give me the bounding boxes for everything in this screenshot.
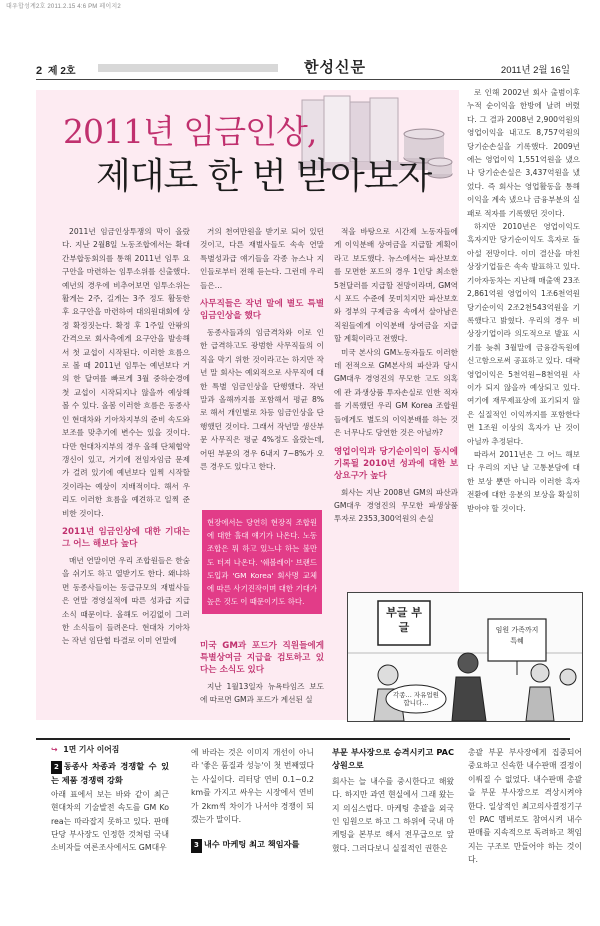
cartoon-speech-bubble: 각종... 자유업원 합니다... [393,691,439,707]
page-header [36,58,570,78]
paragraph: 지난 1월13일자 뉴욕타임즈 보도에 따르면 GM과 포드가 계선된 실 [200,682,324,705]
paragraph: 거의 천여만원을 받기로 되어 있던 것이고, 다른 재벌사들도 속속 연말 특별성과급 얘기들을 각종 뉴스나 지인들로부터 전해 듣는다. 그런데 우리들은… [200,227,324,290]
paragraph: 하지만 2010년은 영업이익도 흑자지만 당기순이익도 흑자로 돌아설 전망이다. 이미 결산을 마친 상장기업들은 속속 발표하고 있다. 기아자동차는 지난해 매출액 23조 2,861억원 영업이익 1조6천억원 당기순이익 2조2천543억원을 기록했다고 밝혔다. 우리의 경우 비상장기업이라 의도적으로 발표 시기를 늦춰 3월말에 금융감독원에 신고함으로써 공표하고 있다. 대략 영업이익은 5천억원~8천억원 사이가 되지 않을까 예상되고 있다. 여기에 재무제표상에 표기되지 않은 실질적인 이익까지를 포함한다면 1조원 이상의 흑자가 난 것이 아닐까 추정된다. [467,222,580,446]
paragraph: 적을 바탕으로 시간제 노동자들에게 이익분배 상여금을 지급할 계획이라고 보도했다. 뉴스에서는 파산보호를 모면한 포드의 경우 1인당 최소한 5천달러를 지급할 전망이라며, GM역시 포드 수준에 못미치지만 파산보호와 정부의 구제금융 속에서 살아남은 직원들에게 이익분배 상여금을 지급할 계획이라고 전했다. [334,227,458,344]
page-number-block [36,62,76,77]
subheading: 미국 GM과 포드가 직원들에게 특별상여금 지급을 검토하고 있다는 소식도 있다 [200,641,324,675]
headline-line-2: 제대로 한 번 받아보자 [96,156,432,197]
cartoon-sign-left: 부글 부글 [386,606,422,634]
paragraph: 총괄 부문 부사장에게 집중되어 중요하고 신속한 내수판매 결정이 이뤄질 수 없었다. 내수판매 총괄을 부문 부사장으로 격상시켜야 한다. 일상적인 최고의사결정기구인 PAC 멤버로도 참여시켜 내수판매를 지속적으로 독려하고 책임지는 구조로 만들어야 하는 것이다. [468,748,582,865]
issue-number: 제 2호 [47,66,76,77]
item-number: 2 [51,761,62,774]
subheading-text: 내수 마케팅 최고 책임자를 [203,839,300,850]
newspaper-logo: 한성신문 [304,58,366,76]
header-bar [98,64,278,72]
paragraph: 에 바라는 것은 이미지 개선이 아니라 '좋은 품질과 성능'이 첫 번째였다는 사실이다. 리터당 연비 0.1~0.2km를 가지고 싸우는 시장에서 연비가 2km씩 차이가 나서야 경쟁이 되겠는가 말이다. [191,748,314,825]
paragraph: 2011년 임금인상투쟁의 막이 올랐다. 지난 2월8일 노동조합에서는 확대간부합동회의를 통해 2011년 임투 요구안을 마련하는 임투소위를 신출했다. 예년의 경우에 비추어보면 임투소위는 활게는 2주, 길게는 3주 정도 활동한 후 요구안을 마련하여 대의원대회에 상정 확정짓는다. 확정 후 1주일 안팎의 간격으로 회사측에게 요구안을 발송해서 첫 교섭이 시작된다. 이러한 흐름으로 볼 때 2011년 임투는 예년보다 거의 한 달여를 빠르게 3월 중하순경에 첫 교섭이 시작되지나 않을까 예상해 볼 수 있다. 올봄 이러한 흐름은 동종사인 현대차와 기아차지부의 준비 속도와 보조를 맞추기에 변수는 있을 것이다. 다만 현대차지부의 경우 올해 단체협약 갱신이 있고, 거기에 전임자임금 문제가 걸려 있기에 예년보다 일찍 시작할 것이라는 예상이 지배적이다. 해서 우리도 이러한 흐름을 예견하고 일찍 준비한 것이다. [62,227,190,518]
paragraph: 아래 표에서 보는 바와 같이 최근 현대차의 기술발전 속도를 GM Korea는 따라잡지 못하고 있다. 판매단당 부사장도 인정한 것처럼 국내 소비자들 여론조사에서도 GM대우 [51,789,169,853]
continuation-label-text: 1면 기사 이어짐 [63,745,120,754]
article-column-2 [200,225,324,507]
headline-line-1: 2011년 임금인상, [63,112,317,151]
article-column-1 [62,225,190,715]
page-number: 2 [36,65,43,77]
continuation-column-2 [191,746,314,853]
numbered-subheading [191,838,314,852]
paragraph: 로 인해 2002년 회사 출범이후 누적 순이익을 한방에 날려 버렸다. 그 결과 2008년 2,900억원의 영업이익을 내고도 8,757억원의 당기순손실을 기록했다. 2009년에는 영업이익 1,551억원을 냈으나 당기순손실은 3,437억원을 냈었다. 즉 회사는 영업활동을 통해 이익을 계속 냈으나 금융부분의 실패로 적자를 기록했던 것이다. [467,88,580,218]
numbered-subheading [51,760,169,788]
continuation-column-4 [468,746,582,867]
paragraph: 매년 연말이면 우리 조합원들은 한숨을 쉬기도 하고 열받기도 한다. 왜냐하면 동종사들이는 동급규모의 재벌사들은 연말 경영실적에 따른 성과급 지급 소식 때문이다. 올해도 어김없이 그러한 소식들이 들려온다. 현대차 기아차는 작년 임단협 타결로 이미 연말에 [62,555,190,646]
subheading: 부문 부사장으로 승격시키고 PAC 상원으로 [332,747,454,771]
arrow-icon: ↪ [51,745,58,754]
highlight-callout-box: 현장에서는 당연히 현장직 조합원에 대한 홀대 얘기가 나온다. 노동조합은 뭐 하고 있느냐 하는 불만도 터져 나온다. '쉐볼레이' 브랜드 도입과 'GM Korea' 회사명 교체에 따른 사기진작이며 대한 기대가 높은 것도 이 때문이기도 하다. [202,510,322,614]
print-slug: 대우합성계2호 2011.2.15 4:6 PM 페이지2 [6,4,121,10]
paragraph: 동종사들과의 임금격차와 이로 인한 급격하고도 광범한 사무직들의 이직을 막기 위한 것이라고는 하지만 작년 말 회사는 예외적으로 사무직에 대한 특별 임금인상을 단행했다. 작년 말과 올해까지를 포함해서 평균 8%로 해서 개인별로 차등 임금인상을 단행했던 것이다. 그래서 작년말 생산부문 사무직은 평균 4%정도 올랐는데, 어떤 부문의 경우 6내지 7~8%가 오른 경우도 있다고 한다. [200,328,324,472]
header-rule [36,79,570,80]
item-number: 3 [191,839,202,852]
subheading: 사무직들은 작년 말에 별도 특별 임금인상을 했다 [200,299,324,322]
paragraph: 미국 본사의 GM노동자들도 이러한데 전적으로 GM본사의 파산과 당시 GM대우 경영진의 무모한 고도 의혹에 관 과생상품 투자손실로 인한 적자를 기록했던 우리 GM Korea 조합원들에게도 별도의 이익분배를 하는 것은 너무나도 당연한 것은 아닐까? [334,347,458,438]
continuation-rule [36,738,570,740]
paragraph: 따라서 2011년은 그 어느 해보다 우리의 지난 날 고통분담에 대한 보상 뿐만 아니라 이러한 흑자 전환에 대한 응분의 보상을 확실히 받아야 할 것이다. [467,449,580,513]
subheading-text: 동종사 차종과 경쟁할 수 있는 제품 경쟁력 강화 [51,761,169,786]
continuation-label [51,744,119,755]
issue-date: 2011년 2월 16일 [500,65,570,76]
cartoon-sign-right: 임원 가족까지 특혜 [495,626,539,645]
subheading: 영업이익과 당기순이익이 동시에 기록될 2010년 성과에 대한 보상요구가 높다 [334,446,458,481]
continuation-column-3 [332,746,454,855]
editorial-cartoon [347,592,583,722]
continuation-column-1 [51,760,169,855]
article-column-2-continued [200,640,324,716]
article-column-3 [334,225,458,587]
paragraph: 회사는 지난 2008년 GM의 파산과 GM대우 경영진의 무모한 파생상품 투자로 2353,300억원의 손실 [334,487,458,524]
subheading: 2011년 임금인상에 대한 기대는 그 어느 해보다 높다 [62,526,190,549]
article-column-4 [467,86,580,586]
paragraph: 회사는 늘 내수를 중시한다고 해왔다. 하지만 과연 현실에서 그래 왔는 지 의심스럽다. 마케팅 총괄을 외국인 임원으로 하고 그 하위에 국내 마케팅을 본부로 해서 전무급으로 앞혔다. 그러다보니 실질적인 권한은 [332,776,454,853]
